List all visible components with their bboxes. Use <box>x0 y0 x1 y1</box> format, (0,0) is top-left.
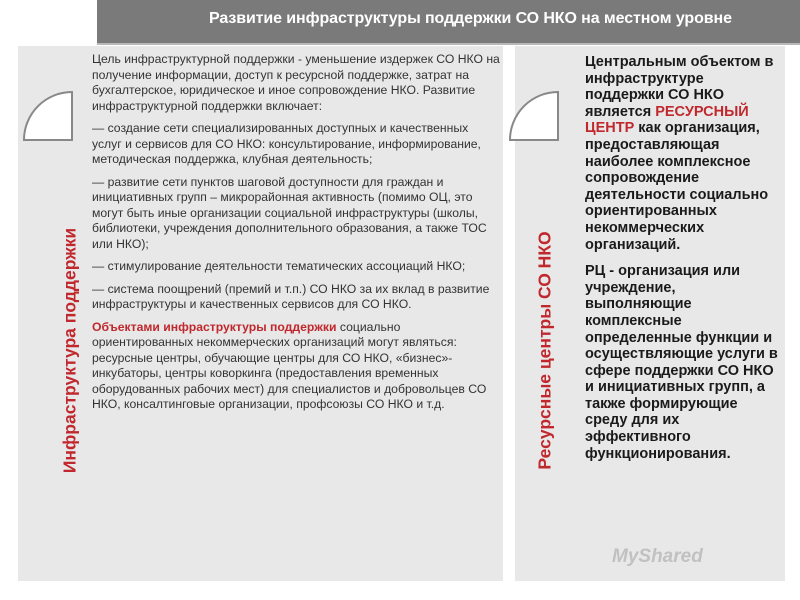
list-item: — развитие сети пунктов шаговой доступности для граждан и инициативных групп – микрорайонная активность (помимо ОЦ, это могут быть иные организации социальной инфраструктуры (школы, библиотеки, учреждения дополнительного образования, а также ТОС или НКО); <box>92 174 487 251</box>
resource-center-accent: РЕСУРСНЫЙ ЦЕНТР <box>585 103 749 137</box>
left-text-block <box>92 52 500 420</box>
objects-paragraph <box>92 320 500 413</box>
list-item: — стимулирование деятельности тематических ассоциаций НКО; <box>92 259 466 273</box>
page-title: Развитие инфраструктуры поддержки СО НКО на местном уровне <box>209 10 732 27</box>
quarter-circle-decoration <box>508 90 560 142</box>
quarter-circle-decoration <box>22 90 74 142</box>
resource-center-paragraph <box>585 54 779 253</box>
right-text-block <box>585 54 779 472</box>
right-vertical-label: Ресурсные центры СО НКО <box>534 231 555 470</box>
p1-after: как организация, предоставляющая наиболее комплексное сопровождение деятельности социально ориентированных некоммерческих организаций. <box>585 120 769 253</box>
objects-accent: Объектами инфраструктуры поддержки <box>92 319 337 334</box>
rc-definition-paragraph: РЦ - организация или учреждение, выполняющие комплексные определенные функции и осуществляющие услуги в сфере поддержки СО НКО и инициативных групп, а также формирующие среду для их эффективного функционирования. <box>585 263 778 462</box>
list-item: — система поощрений (премий и т.п.) СО НКО за их вклад в развитие инфраструктуры и качественных сервисов для СО НКО. <box>92 281 490 311</box>
list-item: — создание сети специализированных доступных и качественных услуг и сервисов для СО НКО: консультирование, информирование, методическая поддержка, клубная деятельность; <box>92 121 481 166</box>
p1-before: Центральным объектом в инфраструктуре поддержки СО НКО является <box>585 54 774 120</box>
objects-rest: социально ориентированных некоммерческих организаций могут являться: ресурсные центры, обучающие центры для СО НКО, «бизнес»-инкубаторы, центры коворкинга (предоставления временных оборудованных рабочих мест) для специалистов и добровольцев СО НКО, консалтинговые организации, профсоюзы СО НКО и т.д. <box>92 319 487 411</box>
left-vertical-label: Инфраструктура поддержки <box>59 227 80 474</box>
watermark: MyShared <box>612 546 703 567</box>
intro-paragraph: Цель инфраструктурной поддержки - уменьшение издержек СО НКО на получение информации, доступ к ресурсной поддержке, затрат на бухгалтерское, юридическое и иное сопровождение НКО. Развитие инфраструктурной поддержки включает: <box>92 52 500 113</box>
title-bar <box>97 0 800 45</box>
